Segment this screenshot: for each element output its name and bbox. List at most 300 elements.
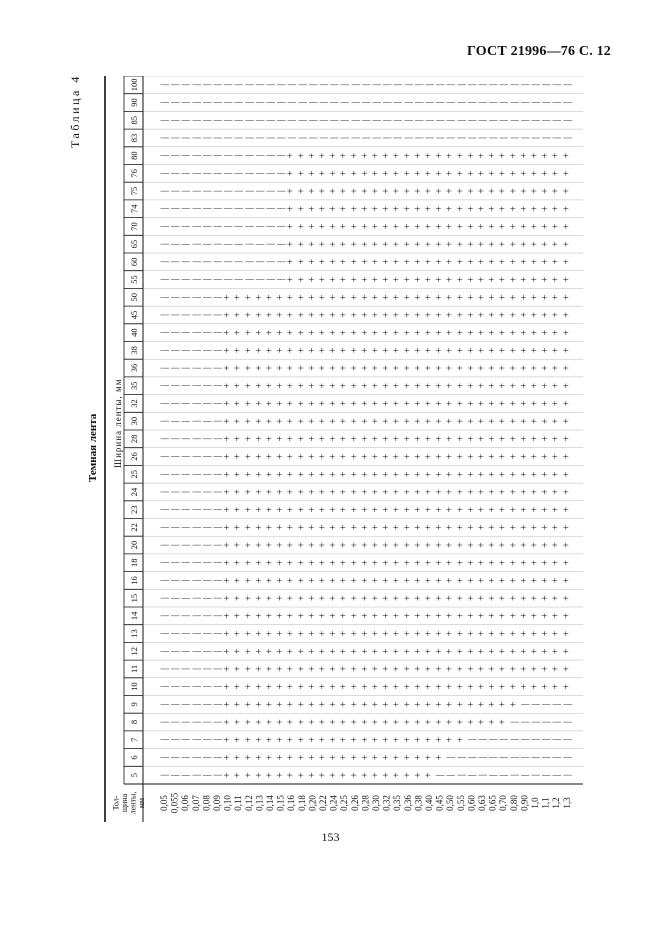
available-mark: + (561, 577, 573, 584)
available-mark: + (423, 365, 435, 371)
available-mark: + (465, 613, 477, 619)
thickness-label: 0,13 (254, 795, 265, 811)
available-mark: + (349, 223, 361, 230)
available-mark: + (476, 542, 488, 548)
available-mark: + (391, 152, 403, 159)
unavailable-mark: | (180, 561, 191, 564)
page-number: 153 (321, 830, 340, 844)
unavailable-mark: | (381, 101, 392, 104)
available-mark: + (306, 205, 318, 212)
unavailable-mark: | (212, 650, 222, 653)
available-mark: + (243, 365, 255, 371)
unavailable-mark: | (201, 526, 212, 529)
unavailable-mark: | (254, 225, 265, 228)
available-mark: + (412, 506, 424, 513)
available-mark: + (434, 382, 446, 389)
available-mark: + (381, 772, 393, 778)
available-mark: + (243, 719, 255, 725)
unavailable-mark: | (201, 349, 212, 352)
available-mark: + (243, 613, 255, 619)
available-mark: + (296, 613, 308, 619)
unavailable-mark: | (201, 668, 212, 670)
available-mark: + (306, 170, 318, 177)
available-mark: + (296, 577, 308, 584)
available-mark: + (497, 294, 509, 301)
available-mark: + (222, 648, 234, 655)
available-mark: + (317, 613, 329, 619)
available-mark: + (550, 241, 562, 247)
unavailable-mark: | (392, 83, 403, 86)
unavailable-mark: | (159, 721, 169, 723)
available-mark: + (359, 630, 371, 637)
available-mark: + (497, 701, 509, 708)
available-mark: + (328, 170, 340, 177)
available-mark: + (222, 613, 234, 619)
available-mark: + (296, 471, 308, 478)
available-mark: + (529, 276, 541, 283)
available-mark: + (317, 152, 329, 159)
available-mark: + (444, 683, 456, 690)
available-mark: + (497, 259, 509, 265)
available-mark: + (359, 170, 371, 177)
unavailable-mark: | (381, 119, 392, 122)
unavailable-mark: | (180, 101, 191, 104)
available-mark: + (296, 595, 308, 601)
unavailable-mark: | (190, 738, 201, 741)
width-label: 90 (129, 98, 139, 107)
unavailable-mark: | (498, 119, 509, 122)
unavailable-mark: | (265, 243, 275, 246)
unavailable-mark: | (477, 101, 487, 104)
available-mark: + (296, 400, 308, 407)
available-mark: + (338, 701, 350, 708)
width-label: 36 (129, 363, 139, 373)
available-mark: + (306, 400, 318, 407)
available-mark: + (370, 577, 382, 584)
unavailable-mark: | (254, 207, 265, 210)
available-mark: + (402, 365, 414, 371)
available-mark: + (540, 613, 552, 619)
available-mark: + (412, 471, 424, 478)
available-mark: + (465, 666, 477, 672)
unavailable-mark: | (169, 597, 180, 600)
available-mark: + (328, 329, 340, 336)
available-mark: + (285, 613, 297, 619)
available-mark: + (306, 259, 318, 265)
available-mark: + (423, 259, 435, 265)
unavailable-mark: | (169, 331, 180, 334)
available-mark: + (412, 719, 424, 725)
available-mark: + (391, 683, 403, 690)
unavailable-mark: | (349, 101, 360, 104)
unavailable-mark: | (159, 597, 169, 600)
unavailable-mark: | (265, 190, 275, 192)
unavailable-mark: | (233, 207, 244, 210)
available-mark: + (264, 453, 276, 460)
unavailable-mark: | (159, 668, 169, 670)
unavailable-mark: | (180, 508, 191, 511)
available-mark: + (487, 559, 499, 566)
unavailable-mark: | (561, 137, 572, 139)
available-mark: + (529, 471, 541, 478)
unavailable-mark: | (169, 455, 180, 458)
unavailable-mark: | (159, 154, 169, 157)
available-mark: + (434, 170, 446, 177)
available-mark: + (391, 524, 403, 531)
available-mark: + (317, 524, 329, 531)
available-mark: + (487, 613, 499, 619)
unavailable-mark: | (212, 420, 222, 423)
unavailable-mark: | (201, 614, 212, 617)
available-mark: + (306, 559, 318, 566)
unavailable-mark: | (339, 137, 350, 139)
available-mark: + (391, 223, 403, 230)
available-mark: + (338, 613, 350, 619)
available-mark: + (296, 329, 308, 336)
available-mark: + (285, 347, 297, 354)
available-mark: + (561, 312, 573, 318)
available-mark: + (497, 577, 509, 584)
available-mark: + (423, 524, 435, 531)
unavailable-mark: | (159, 260, 169, 263)
available-mark: + (444, 259, 456, 265)
available-mark: + (423, 577, 435, 584)
available-mark: + (529, 400, 541, 407)
unavailable-mark: | (159, 207, 169, 210)
unavailable-mark: | (286, 119, 297, 122)
available-mark: + (338, 347, 350, 354)
available-mark: + (476, 294, 488, 301)
unavailable-mark: | (180, 526, 191, 529)
unavailable-mark: | (402, 119, 413, 122)
unavailable-mark: | (540, 756, 551, 759)
available-mark: + (434, 347, 446, 354)
available-mark: + (487, 418, 499, 424)
available-mark: + (243, 347, 255, 354)
unavailable-mark: | (169, 561, 180, 564)
available-mark: + (381, 542, 393, 548)
available-mark: + (285, 453, 297, 460)
available-mark: + (222, 382, 234, 389)
unavailable-mark: | (159, 756, 169, 759)
available-mark: + (359, 188, 371, 194)
unavailable-mark: | (498, 83, 509, 86)
unavailable-mark: | (201, 420, 212, 423)
available-mark: + (381, 365, 393, 371)
available-mark: + (412, 152, 424, 159)
available-mark: + (423, 205, 435, 212)
unavailable-mark: | (434, 101, 445, 104)
unavailable-mark: | (180, 614, 191, 617)
unavailable-mark: | (169, 384, 180, 387)
width-label: 23 (129, 505, 139, 514)
available-mark: + (412, 559, 424, 566)
available-mark: + (465, 312, 477, 318)
available-mark: + (349, 365, 361, 371)
unavailable-mark: | (169, 756, 180, 759)
available-mark: + (529, 347, 541, 354)
width-label: 60 (129, 257, 139, 267)
available-mark: + (508, 188, 520, 194)
available-mark: + (423, 701, 435, 708)
width-label: 15 (129, 593, 139, 603)
available-mark: + (508, 613, 520, 619)
available-mark: + (402, 613, 414, 619)
unavailable-mark: | (212, 367, 222, 369)
available-mark: + (338, 524, 350, 531)
unavailable-mark: | (190, 455, 201, 458)
available-mark: + (550, 666, 562, 672)
available-mark: + (529, 559, 541, 566)
unavailable-mark: | (243, 225, 254, 228)
available-mark: + (540, 683, 552, 690)
unavailable-mark: | (254, 243, 265, 246)
available-mark: + (306, 329, 318, 336)
available-mark: + (561, 223, 573, 230)
available-mark: + (529, 241, 541, 247)
unavailable-mark: | (180, 756, 191, 759)
unavailable-mark: | (424, 137, 434, 139)
available-mark: + (402, 436, 414, 442)
available-mark: + (381, 489, 393, 495)
unavailable-mark: | (159, 314, 169, 316)
unavailable-mark: | (477, 738, 487, 741)
available-mark: + (275, 471, 287, 478)
unavailable-mark: | (265, 119, 275, 122)
available-mark: + (370, 400, 382, 407)
available-mark: + (391, 294, 403, 301)
unavailable-mark: | (159, 579, 169, 582)
unavailable-mark: | (275, 172, 286, 175)
available-mark: + (423, 736, 435, 743)
available-mark: + (381, 418, 393, 424)
available-mark: + (285, 489, 297, 495)
available-mark: + (264, 365, 276, 371)
available-mark: + (465, 170, 477, 177)
available-mark: + (508, 666, 520, 672)
unavailable-mark: | (455, 83, 466, 86)
available-mark: + (370, 524, 382, 531)
unavailable-mark: | (212, 756, 222, 759)
unavailable-mark: | (212, 526, 222, 529)
thickness-label: 0,16 (286, 795, 297, 811)
available-mark: + (296, 754, 308, 761)
unavailable-mark: | (466, 101, 477, 104)
unavailable-mark: | (254, 278, 265, 281)
available-mark: + (434, 453, 446, 460)
available-mark: + (455, 294, 467, 301)
available-mark: + (540, 382, 552, 389)
available-mark: + (285, 365, 297, 371)
available-mark: + (264, 400, 276, 407)
available-mark: + (518, 400, 530, 407)
available-mark: + (391, 400, 403, 407)
available-mark: + (444, 276, 456, 283)
available-mark: + (497, 241, 509, 247)
unavailable-mark: | (169, 119, 180, 122)
available-mark: + (243, 683, 255, 690)
unavailable-mark: | (159, 172, 169, 175)
available-mark: + (487, 241, 499, 247)
available-mark: + (328, 223, 340, 230)
available-mark: + (402, 506, 414, 513)
available-mark: + (465, 471, 477, 478)
available-mark: + (465, 400, 477, 407)
available-mark: + (476, 400, 488, 407)
unavailable-mark: | (498, 738, 509, 741)
available-mark: + (232, 577, 244, 584)
available-mark: + (359, 648, 371, 655)
available-mark: + (402, 259, 414, 265)
available-mark: + (285, 152, 297, 159)
available-mark: + (487, 188, 499, 194)
available-mark: + (423, 719, 435, 725)
unavailable-mark: | (190, 721, 201, 723)
available-mark: + (296, 259, 308, 265)
unavailable-mark: | (243, 137, 254, 139)
width-label: 50 (129, 293, 139, 302)
availability-grid (104, 76, 587, 822)
available-mark: + (561, 683, 573, 690)
available-mark: + (476, 471, 488, 478)
available-mark: + (381, 312, 393, 318)
available-mark: + (275, 329, 287, 336)
unavailable-mark: | (159, 650, 169, 653)
available-mark: + (540, 630, 552, 637)
available-mark: + (349, 506, 361, 513)
unavailable-mark: | (212, 331, 222, 334)
unavailable-mark: | (159, 225, 169, 228)
available-mark: + (508, 152, 520, 159)
available-mark: + (487, 312, 499, 318)
available-mark: + (540, 489, 552, 495)
thickness-label: 0,38 (413, 795, 424, 811)
available-mark: + (232, 400, 244, 407)
available-mark: + (508, 630, 520, 637)
available-mark: + (434, 241, 446, 247)
available-mark: + (529, 595, 541, 601)
unavailable-mark: | (254, 101, 265, 104)
available-mark: + (338, 683, 350, 690)
available-mark: + (444, 294, 456, 301)
available-mark: + (550, 365, 562, 371)
available-mark: + (508, 683, 520, 690)
available-mark: + (465, 188, 477, 194)
available-mark: + (455, 170, 467, 177)
available-mark: + (497, 418, 509, 424)
unavailable-mark: | (190, 101, 201, 104)
available-mark: + (222, 666, 234, 672)
available-mark: + (402, 683, 414, 690)
available-mark: + (285, 170, 297, 177)
available-mark: + (349, 683, 361, 690)
available-mark: + (253, 489, 265, 495)
unavailable-mark: | (190, 508, 201, 511)
unavailable-mark: | (328, 83, 339, 86)
available-mark: + (222, 365, 234, 371)
available-mark: + (529, 506, 541, 513)
available-mark: + (317, 559, 329, 566)
unavailable-mark: | (212, 561, 222, 564)
unavailable-mark: | (201, 703, 212, 706)
available-mark: + (412, 276, 424, 283)
unavailable-mark: | (508, 119, 519, 122)
unavailable-mark: | (243, 119, 254, 122)
available-mark: + (349, 152, 361, 159)
available-mark: + (423, 595, 435, 601)
available-mark: + (518, 382, 530, 389)
available-mark: + (349, 312, 361, 318)
available-mark: + (497, 666, 509, 672)
unavailable-mark: | (222, 154, 233, 157)
available-mark: + (434, 436, 446, 442)
unavailable-mark: | (413, 101, 424, 104)
available-mark: + (328, 188, 340, 194)
unavailable-mark: | (551, 83, 562, 86)
available-mark: + (455, 666, 467, 672)
available-mark: + (540, 294, 552, 301)
unavailable-mark: | (169, 703, 180, 706)
available-mark: + (402, 400, 414, 407)
unavailable-mark: | (190, 367, 201, 369)
unavailable-mark: | (233, 190, 244, 192)
available-mark: + (253, 418, 265, 424)
unavailable-mark: | (190, 402, 201, 405)
unavailable-mark: | (212, 632, 222, 635)
thickness-heading-line: мм (137, 797, 146, 809)
unavailable-mark: | (169, 207, 180, 210)
available-mark: + (381, 347, 393, 354)
unavailable-mark: | (487, 83, 498, 86)
available-mark: + (296, 365, 308, 371)
available-mark: + (317, 683, 329, 690)
available-mark: + (232, 719, 244, 725)
available-mark: + (518, 524, 530, 531)
available-mark: + (540, 524, 552, 531)
thickness-label: 0,15 (275, 795, 286, 811)
available-mark: + (540, 648, 552, 655)
thickness-label: 0,63 (477, 795, 487, 811)
unavailable-mark: | (212, 101, 222, 104)
available-mark: + (444, 736, 456, 743)
available-mark: + (550, 630, 562, 637)
available-mark: + (264, 347, 276, 354)
available-mark: + (359, 754, 371, 761)
available-mark: + (402, 152, 414, 159)
available-mark: + (402, 648, 414, 655)
available-mark: + (222, 772, 234, 778)
unavailable-mark: | (201, 455, 212, 458)
unavailable-mark: | (190, 260, 201, 263)
available-mark: + (359, 559, 371, 566)
available-mark: + (455, 276, 467, 283)
unavailable-mark: | (180, 579, 191, 582)
available-mark: + (306, 648, 318, 655)
available-mark: + (508, 577, 520, 584)
unavailable-mark: | (201, 278, 212, 281)
available-mark: + (243, 471, 255, 478)
available-mark: + (540, 312, 552, 318)
unavailable-mark: | (212, 437, 222, 440)
available-mark: + (550, 489, 562, 495)
available-mark: + (306, 382, 318, 389)
unavailable-mark: | (190, 774, 201, 777)
available-mark: + (285, 400, 297, 407)
available-mark: + (476, 223, 488, 230)
width-label: 22 (129, 523, 139, 532)
available-mark: + (529, 188, 541, 194)
available-mark: + (275, 418, 287, 424)
